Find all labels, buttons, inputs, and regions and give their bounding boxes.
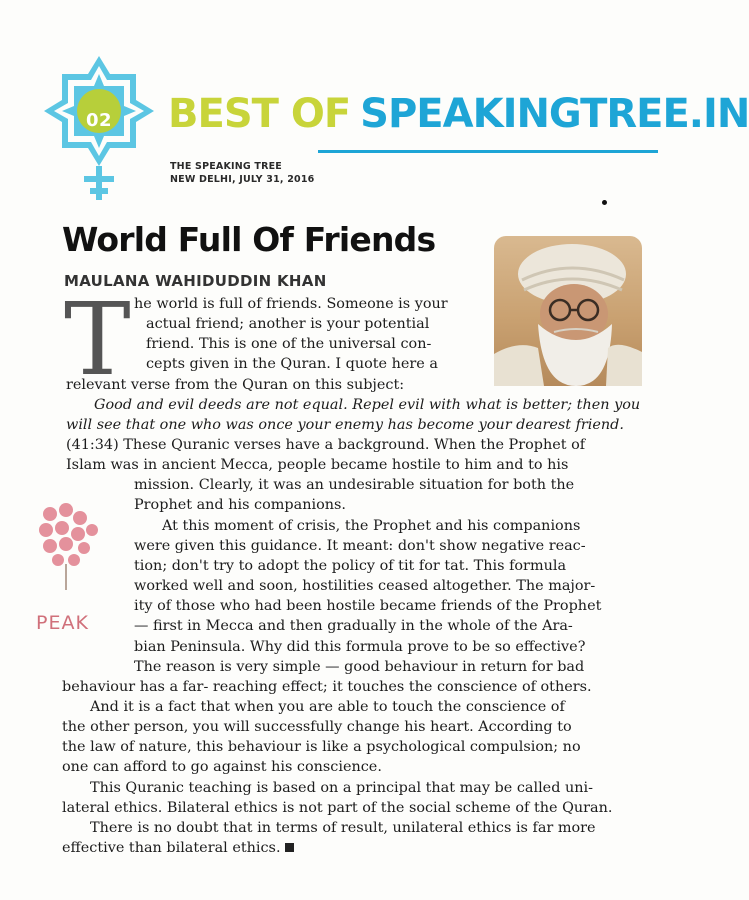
drop-cap: T: [64, 281, 131, 398]
banner-best: BEST OF: [168, 91, 351, 137]
body-line: (41:34) These Quranic verses have a background. When the Prophet of: [66, 437, 586, 453]
body-line: relevant verse from the Quran on this subject:: [66, 377, 405, 393]
body-line: This Quranic teaching is based on a principal that may be called uni-: [90, 780, 593, 796]
body-line: the law of nature, this behaviour is like a psychological compulsion; no: [62, 739, 581, 755]
body-line: were given this guidance. It meant: don't show negative reac-: [134, 538, 586, 554]
body-line: actual friend; another is your potential: [146, 316, 430, 332]
body-line: lateral ethics. Bilateral ethics is not part of the social scheme of the Quran.: [62, 800, 613, 816]
body-line: the other person, you will successfully change his heart. According to: [62, 719, 572, 735]
body-line: And it is a fact that when you are able to touch the conscience of: [90, 699, 565, 715]
body-line: worked well and soon, hostilities ceased altogether. The major-: [134, 578, 596, 594]
body-line: ity of those who had been hostile became friends of the Prophet: [134, 598, 602, 614]
banner-site: SPEAKINGTREE.IN: [360, 91, 749, 137]
author-photo: [494, 236, 642, 386]
body-line: The reason is very simple — good behaviour in return for bad: [134, 659, 585, 675]
body-line: Prophet and his companions.: [134, 497, 346, 513]
body-line: At this moment of crisis, the Prophet and his companions: [162, 518, 581, 534]
issue-emblem: [40, 52, 158, 202]
body-line: — first in Mecca and then gradually in the whole of the Ara-: [134, 618, 573, 634]
issue-number: 02: [85, 110, 113, 131]
article-author: MAULANA WAHIDUDDIN KHAN: [64, 272, 327, 290]
body-line: Islam was in ancient Mecca, people became hostile to him and to his: [66, 457, 569, 473]
body-line: one can afford to go against his conscience.: [62, 759, 382, 775]
side-fragment-label: PEAK: [36, 612, 89, 634]
publication-meta: [170, 160, 314, 186]
quote-line: will see that one who was once your enemy has become your dearest friend.: [66, 417, 624, 433]
body-line: friend. This is one of the universal con-: [146, 336, 432, 352]
dateline: NEW DELHI, JULY 31, 2016: [170, 174, 315, 185]
author-portrait-icon: [494, 236, 642, 386]
article-title: World Full Of Friends: [62, 220, 436, 259]
quote-line: Good and evil deeds are not equal. Repel evil with what is better; then you: [94, 397, 641, 413]
section-banner: [168, 91, 749, 137]
end-mark-icon: [285, 843, 294, 852]
body-line: mission. Clearly, it was an undesirable situation for both the: [134, 477, 575, 493]
body-line: There is no doubt that in terms of result, unilateral ethics is far more: [90, 820, 596, 836]
body-line: tion; don't try to adopt the policy of tit for tat. This formula: [134, 558, 567, 574]
flower-fragment-icon: [36, 500, 106, 590]
banner-underline: [318, 150, 658, 153]
paper-name: THE SPEAKING TREE: [170, 161, 283, 172]
body-line: cepts given in the Quran. I quote here a: [146, 356, 438, 372]
print-speck: [602, 200, 607, 205]
body-line: bian Peninsula. Why did this formula prove to be so effective?: [134, 639, 586, 655]
body-line: behaviour has a far- reaching effect; it touches the conscience of others.: [62, 679, 592, 695]
body-line-text: effective than bilateral ethics.: [62, 840, 281, 856]
body-line: he world is full of friends. Someone is your: [134, 296, 448, 312]
body-line-last: [62, 838, 294, 858]
